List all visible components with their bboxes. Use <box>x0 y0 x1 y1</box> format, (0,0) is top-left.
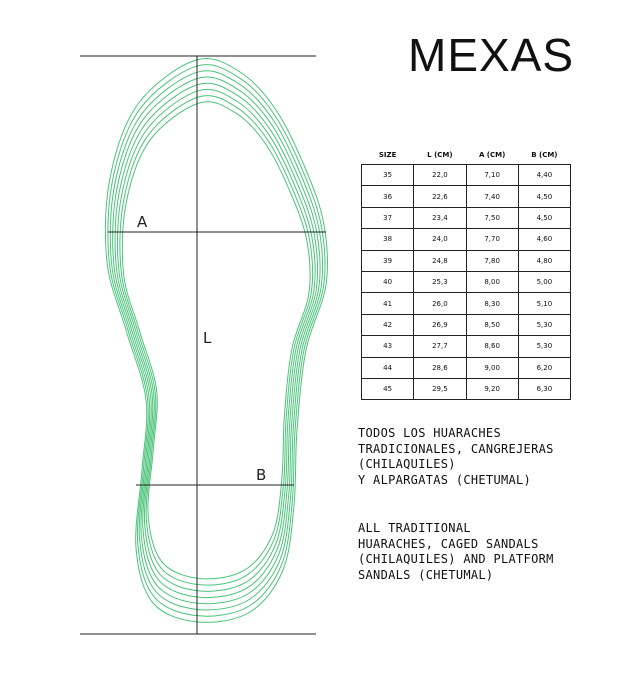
note-english <box>358 521 554 583</box>
column-header: B (CM) <box>531 151 558 159</box>
table-cell: 25,3 <box>414 271 466 292</box>
table-cell: 8,30 <box>466 293 518 314</box>
table-row <box>362 336 571 357</box>
table-cell: 42 <box>362 314 414 335</box>
table-cell: 7,50 <box>466 207 518 228</box>
table-row <box>362 271 571 292</box>
note-line: HUARACHES, CAGED SANDALS <box>358 536 539 551</box>
table-cell: 7,10 <box>466 165 518 186</box>
brand-title: MEXAS <box>408 29 575 81</box>
table-row <box>362 314 571 335</box>
table-row <box>362 165 571 186</box>
table-cell: 39 <box>362 250 414 271</box>
table-cell: 27,7 <box>414 336 466 357</box>
table-cell: 37 <box>362 207 414 228</box>
note-line: SANDALS (CHETUMAL) <box>358 567 494 582</box>
table-cell: 7,40 <box>466 186 518 207</box>
table-row <box>362 293 571 314</box>
size-chart-header-row <box>362 146 571 165</box>
table-cell: 43 <box>362 336 414 357</box>
table-row <box>362 186 571 207</box>
table-cell: 8,50 <box>466 314 518 335</box>
table-cell: 5,10 <box>518 293 570 314</box>
table-cell: 22,0 <box>414 165 466 186</box>
table-cell: 44 <box>362 357 414 378</box>
column-header: A (CM) <box>478 151 506 159</box>
table-row <box>362 207 571 228</box>
table-row <box>362 250 571 271</box>
sole-contour <box>115 83 318 597</box>
table-cell: 7,80 <box>466 250 518 271</box>
table-cell: 5,00 <box>518 271 570 292</box>
note-line: TRADICIONALES, CANGREJERAS <box>358 441 554 456</box>
table-cell: 4,40 <box>518 165 570 186</box>
table-cell: 22,6 <box>414 186 466 207</box>
note-line: Y ALPARGATAS (CHETUMAL) <box>358 472 532 487</box>
note-line: (CHILAQUILES) <box>358 457 456 471</box>
table-cell: 26,9 <box>414 314 466 335</box>
table-cell: 36 <box>362 186 414 207</box>
note-spanish <box>358 426 554 488</box>
table-cell: 9,00 <box>466 357 518 378</box>
table-cell: 23,4 <box>414 207 466 228</box>
table-cell: 7,70 <box>466 229 518 250</box>
table-cell: 4,80 <box>518 250 570 271</box>
table-cell: 5,30 <box>518 336 570 357</box>
table-cell: 24,0 <box>414 229 466 250</box>
column-header: L (CM) <box>427 151 453 159</box>
label-a: A <box>137 213 148 231</box>
sole-contour <box>120 96 313 586</box>
table-cell: 6,30 <box>518 378 570 399</box>
table-cell: 4,60 <box>518 229 570 250</box>
table-cell: 28,6 <box>414 357 466 378</box>
label-b: B <box>256 466 267 484</box>
table-cell: 6,20 <box>518 357 570 378</box>
table-row <box>362 357 571 378</box>
sole-contour <box>113 77 321 604</box>
table-cell: 24,8 <box>414 250 466 271</box>
note-line: (CHILAQUILES) AND PLATFORM <box>358 552 554 566</box>
size-chart-table <box>361 146 571 400</box>
table-cell: 4,50 <box>518 186 570 207</box>
column-header: SIZE <box>378 151 397 159</box>
table-cell: 26,0 <box>414 293 466 314</box>
sole-contour <box>117 89 315 591</box>
table-cell: 45 <box>362 378 414 399</box>
table-cell: 41 <box>362 293 414 314</box>
table-cell: 38 <box>362 229 414 250</box>
table-cell: 29,5 <box>414 378 466 399</box>
table-cell: 35 <box>362 165 414 186</box>
sole-contour <box>122 102 310 579</box>
table-cell: 8,00 <box>466 271 518 292</box>
note-line: ALL TRADITIONAL <box>358 521 471 535</box>
size-chart-body <box>362 165 571 400</box>
table-row <box>362 378 571 399</box>
table-cell: 40 <box>362 271 414 292</box>
table-cell: 4,50 <box>518 207 570 228</box>
table-cell: 8,60 <box>466 336 518 357</box>
table-row <box>362 229 571 250</box>
table-cell: 9,20 <box>466 378 518 399</box>
sole-outlines <box>105 58 327 622</box>
table-cell: 5,30 <box>518 314 570 335</box>
label-l: L <box>203 329 212 347</box>
note-line: TODOS LOS HUARACHES <box>358 426 501 440</box>
